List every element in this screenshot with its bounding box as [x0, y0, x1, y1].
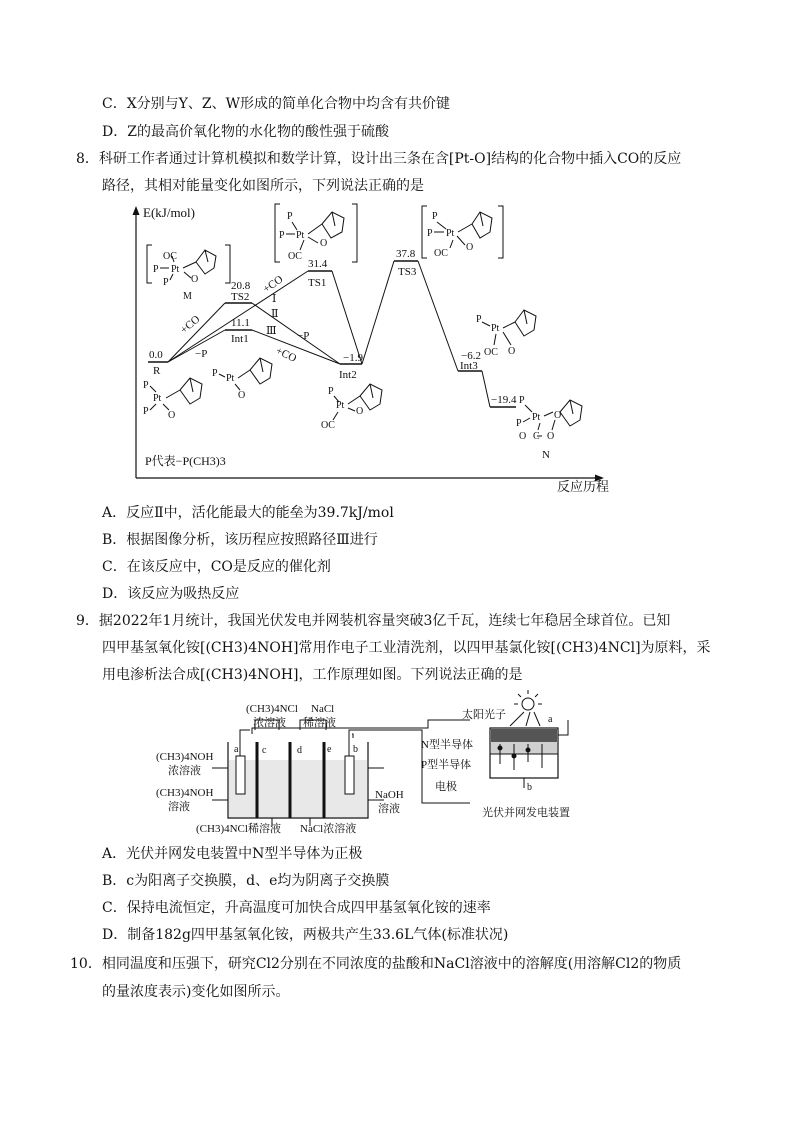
svg-text:Pt: Pt [296, 230, 305, 241]
svg-text:Pt: Pt [171, 264, 180, 275]
q9-option-a: A．光伏并网发电装置中N型半导体为正极 [102, 846, 363, 862]
q9-bottom-left-label: (CH3)4NCl稀溶液 [196, 823, 281, 835]
q8-step-label-4: −P [297, 330, 310, 342]
q9-option-b: B．c为阳离子交换膜，d、e均为阴离子交换膜 [102, 873, 390, 889]
svg-text:Pt: Pt [491, 323, 500, 334]
svg-text:P: P [476, 314, 482, 325]
svg-text:O: O [191, 274, 199, 285]
q8-label-n: N [542, 449, 550, 461]
q8-stem-line1: 8．科研工作者通过计算机模拟和数学计算，设计出三条在含[Pt-O]结构的化合物中插入CO的反应 [76, 151, 682, 167]
svg-text:O: O [508, 346, 516, 357]
q8-value-n: −19.4 [491, 394, 517, 406]
q9-bottom-right-label: NaCl浓溶液 [300, 823, 357, 835]
q10-stem-line1: 10．相同温度和压强下，研究Cl2分别在不同浓度的盐酸和NaCl溶液中的溶解度(用溶解Cl2的物质 [70, 956, 682, 972]
q9-left-label-1: (CH3)4NOH [156, 751, 214, 763]
q9-top-left-label-2: 浓溶液 [253, 717, 286, 729]
q8-step-label-1: +CO [178, 313, 203, 337]
q9-pv-b-label: b [527, 782, 532, 793]
q9-pv-caption: 光伏并网发电装置 [482, 807, 570, 819]
q8-option-b: B．根据图像分析，该历程应按照路径Ⅲ进行 [102, 532, 378, 548]
q8-label-ts2: TS2 [231, 291, 250, 303]
svg-text:O: O [168, 410, 176, 421]
svg-text:OC: OC [288, 251, 302, 262]
q8-value-ts3: 37.8 [396, 248, 416, 260]
q8-structure-m [147, 245, 230, 302]
q8-label-int2: Int2 [339, 369, 357, 381]
svg-text:Pt: Pt [532, 412, 541, 423]
q9-top-left-label-1: (CH3)4NCl [246, 703, 298, 715]
q9-membrane-d: d [297, 745, 302, 756]
svg-text:OC: OC [434, 248, 448, 259]
q8-value-int2: −1.9 [343, 352, 363, 364]
q8-structure-r [143, 378, 202, 421]
q9-pv-sun-label: 太阳光子 [462, 709, 506, 721]
svg-text:Pt: Pt [336, 400, 345, 411]
svg-text:P: P [212, 368, 218, 379]
q8-label-r: R [153, 365, 161, 377]
q8-value-ts2: 20.8 [231, 280, 251, 292]
q9-pv-n-label: N型半导体 [421, 739, 473, 751]
svg-text:OC: OC [484, 347, 498, 358]
q7-option-c: C．X分别与Y、Z、W形成的简单化合物中均含有共价键 [102, 96, 451, 112]
q9-membrane-c: c [262, 745, 267, 756]
q8-structure-int1 [212, 358, 272, 401]
q9-option-c: C．保持电流恒定，升高温度可加快合成四甲基氢氧化铵的速率 [102, 900, 491, 916]
q8-label-int3: Int3 [460, 360, 478, 372]
svg-text:OC: OC [321, 420, 335, 431]
svg-text:P: P [279, 230, 285, 241]
q9-stem-line2: 四甲基氢氧化铵[(CH3)4NOH]常用作电子工业清洗剂，以四甲基氯化铵[(CH3)4NCl]为原料，采 [102, 640, 711, 656]
q8-value-r: 0.0 [149, 349, 163, 361]
svg-text:O: O [238, 390, 246, 401]
svg-text:P: P [432, 211, 438, 222]
svg-text:O: O [554, 410, 562, 421]
q8-option-c: C．在该反应中，CO是反应的催化剂 [102, 559, 331, 575]
svg-text:Pt: Pt [446, 228, 455, 239]
q9-top-right-label-2: 稀溶液 [303, 717, 336, 729]
q7-option-d: D．Z的最高价氧化物的水化物的酸性强于硫酸 [102, 124, 389, 140]
q9-cell [212, 720, 470, 826]
q8-value-int1: 11.1 [231, 317, 250, 329]
q10-stem-line2: 的量浓度表示)变化如图所示。 [102, 984, 290, 1000]
q9-stem-line3: 用电渗析法合成[(CH3)4NOH]，工作原理如图。下列说法正确的是 [102, 667, 523, 683]
q9-electrodialysis-diagram [0, 690, 794, 850]
q8-option-a: A．反应Ⅱ中，活化能最大的能垒为39.7kJ/mol [102, 505, 394, 521]
svg-text:O: O [466, 242, 474, 253]
q8-path-label-3: Ⅲ [266, 325, 277, 337]
q8-option-d: D．该反应为吸热反应 [102, 586, 240, 602]
q8-step-label-2: −P [195, 348, 208, 360]
q8-x-axis-label: 反应历程 [557, 479, 610, 494]
svg-text:O: O [356, 406, 364, 417]
q9-pv-device [490, 690, 568, 788]
q9-pv-electrode-label: 电极 [435, 781, 457, 793]
q8-step-label-3: +CO [260, 273, 286, 296]
q8-path-label-2: Ⅱ [271, 308, 279, 320]
svg-text:P: P [143, 380, 149, 391]
q9-right-label-1: NaOH [375, 789, 404, 801]
q9-membrane-b: b [353, 744, 358, 755]
q8-value-ts1: 31.4 [308, 258, 328, 270]
q8-step-label-5: +CO [273, 344, 299, 365]
svg-text:C: C [533, 431, 540, 442]
q8-value-int3: −6.2 [461, 350, 481, 362]
q8-label-int1: Int1 [231, 333, 249, 345]
svg-text:P: P [143, 406, 149, 417]
q9-left-label-4: 溶液 [168, 801, 190, 813]
svg-text:P: P [153, 264, 159, 275]
svg-text:P: P [163, 277, 169, 288]
q8-footnote: P代表−P(CH3)3 [145, 454, 226, 468]
q8-structure-int2 [321, 384, 382, 431]
q9-pv-p-label: P型半导体 [421, 759, 472, 771]
q9-left-label-2: 浓溶液 [168, 765, 201, 777]
svg-text:P: P [427, 228, 433, 239]
q9-stem-line1: 9．据2022年1月统计，我国光伏发电并网装机容量突破3亿千瓦，连续七年稳居全球首位。已知 [76, 613, 671, 629]
svg-text:O: O [519, 431, 527, 442]
q8-y-axis-label: E(kJ/mol) [143, 205, 195, 220]
q8-label-ts3: TS3 [398, 266, 417, 278]
q8-stem-line2: 路径，其相对能量变化如图所示，下列说法正确的是 [102, 178, 424, 194]
q8-structure-ts3 [422, 206, 503, 259]
svg-text:P: P [516, 418, 522, 429]
q8-label-ts1: TS1 [308, 277, 327, 289]
svg-text:Pt: Pt [226, 373, 235, 384]
q8-structure-n [516, 395, 582, 442]
q8-energy-diagram [0, 196, 794, 496]
q9-option-d: D．制备182g四甲基氢氧化铵，两极共产生33.6L气体(标准状况) [102, 927, 509, 943]
svg-text:P: P [328, 386, 334, 397]
svg-text:Pt: Pt [153, 393, 162, 404]
q9-right-label-2: 溶液 [378, 803, 400, 815]
svg-text:M: M [183, 291, 192, 302]
q9-left-label-3: (CH3)4NOH [156, 787, 214, 799]
q9-membrane-a: a [234, 744, 239, 755]
svg-text:P: P [287, 211, 293, 222]
q8-structure-ts1 [275, 204, 357, 262]
q9-top-right-label-1: NaCl [311, 703, 335, 715]
svg-text:P: P [519, 395, 525, 406]
q9-membrane-e: e [327, 744, 332, 755]
q8-path-label-1: Ⅰ [272, 293, 277, 305]
svg-text:O: O [320, 238, 328, 249]
svg-text:OC: OC [163, 251, 177, 262]
q8-structure-int3 [476, 310, 536, 358]
svg-text:O: O [547, 431, 555, 442]
q9-pv-a-label: a [548, 714, 553, 725]
